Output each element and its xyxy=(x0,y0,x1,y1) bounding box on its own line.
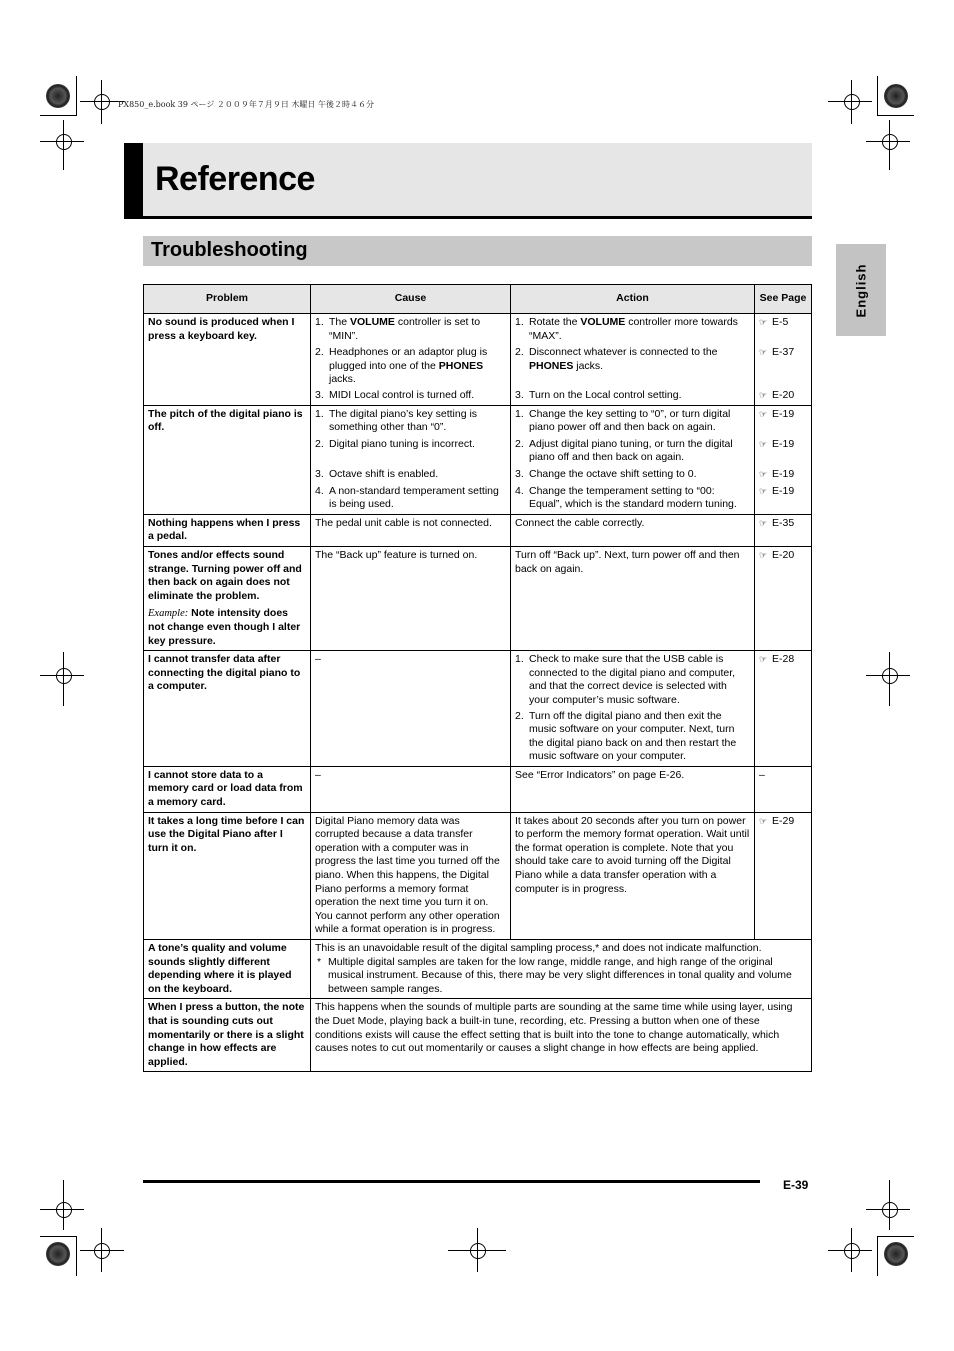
crop-mark xyxy=(40,115,77,116)
action-cell xyxy=(511,314,755,406)
registration-disc-icon xyxy=(884,1242,908,1266)
page-reference-icon: ☞ xyxy=(759,408,768,419)
language-tab-label-wrap xyxy=(836,244,886,336)
cause-item: 1. The digital piano’s key setting is something other than “0”. xyxy=(315,407,478,434)
page-reference: E-5 xyxy=(772,316,789,328)
action-item: 1. Rotate the VOLUME controller more towards “MAX”. xyxy=(515,316,738,342)
page-reference-icon: ☞ xyxy=(759,468,768,479)
action-item: 2. Adjust digital piano tuning, or turn the digital piano off and then back on again. xyxy=(515,437,733,464)
section-title: Troubleshooting xyxy=(151,239,308,261)
cause-item: 3. Octave shift is enabled. xyxy=(315,467,439,480)
crop-mark xyxy=(851,1228,852,1272)
column-header-problem: Problem xyxy=(144,285,311,314)
crop-mark xyxy=(76,1236,77,1276)
cause-item: 4. A non-standard temperament setting is being used. xyxy=(315,484,499,511)
table-row xyxy=(144,766,812,812)
problem-cell: A tone’s quality and volume sounds slightly different depending where it is played on the keyboard. xyxy=(144,940,311,999)
action-cell xyxy=(511,405,755,514)
cause-item: 3. MIDI Local control is turned off. xyxy=(315,389,475,401)
registration-target-icon xyxy=(94,94,110,110)
page-reference: E-37 xyxy=(772,346,795,358)
see-page-cell: – xyxy=(755,766,812,812)
crop-mark xyxy=(40,1209,84,1210)
action-item: 4. Change the temperament setting to “00: Equal”, which is the standard modern tuning. xyxy=(515,484,737,511)
registration-disc-icon xyxy=(46,84,70,108)
page-reference: E-28 xyxy=(772,653,795,666)
page-reference: E-19 xyxy=(772,407,795,420)
see-page-cell xyxy=(755,812,812,939)
note-cell: This happens when the sounds of multiple parts are sounding at the same time while using layer, using the Duet Mode, playing back a built-in tune, recording, etc. Pressing a button when one of these conditions exists will cause the effect setting that is built into the tone to change automatically, which causes notes to cut out momentarily or causes a slight change in how effects are being applied. xyxy=(311,999,812,1072)
crop-mark xyxy=(866,1209,910,1210)
footer-rule xyxy=(143,1180,760,1183)
registration-target-icon xyxy=(882,668,898,684)
crop-mark xyxy=(889,652,890,706)
action-item: 3. Turn on the Local control setting. xyxy=(515,389,682,401)
table-row xyxy=(144,651,812,767)
cause-cell xyxy=(311,405,511,514)
table-row xyxy=(144,314,812,406)
cause-cell: – xyxy=(311,766,511,812)
registration-disc-icon xyxy=(46,1242,70,1266)
registration-target-icon xyxy=(56,668,72,684)
page-reference-icon: ☞ xyxy=(759,438,768,449)
crop-mark xyxy=(63,120,64,170)
registration-target-icon xyxy=(56,1202,72,1218)
crop-mark xyxy=(828,1250,872,1251)
registration-disc-icon xyxy=(884,84,908,108)
see-page-cell xyxy=(755,514,812,546)
page-reference-icon: ☞ xyxy=(759,549,768,560)
crop-mark xyxy=(40,675,84,676)
crop-mark xyxy=(63,652,64,706)
problem-cell: The pitch of the digital piano is off. xyxy=(144,405,311,514)
crop-mark xyxy=(40,141,84,142)
column-header-cause: Cause xyxy=(311,285,511,314)
page-reference: E-29 xyxy=(772,814,795,827)
cause-cell: – xyxy=(311,651,511,767)
registration-target-icon xyxy=(94,1243,110,1259)
registration-target-icon xyxy=(470,1243,486,1259)
problem-cell: Tones and/or effects sound strange. Turning power off and then back on again does not eliminate the problem. Example: Note intensity does not change even though I alter key pressure. xyxy=(144,546,311,650)
table-row xyxy=(144,514,812,546)
crop-mark xyxy=(40,1236,77,1237)
crop-mark xyxy=(851,80,852,124)
column-header-action: Action xyxy=(511,285,755,314)
page-reference: E-19 xyxy=(772,467,795,480)
crop-mark xyxy=(80,1250,124,1251)
title-accent-bar xyxy=(124,143,143,217)
note-cell xyxy=(311,940,812,999)
registration-target-icon xyxy=(844,94,860,110)
page-reference-icon: ☞ xyxy=(759,654,768,665)
cause-item: 1. The VOLUME controller is set to “MIN”. xyxy=(315,316,481,342)
see-page-cell xyxy=(755,546,812,650)
action-cell: It takes about 20 seconds after you turn on power to perform the memory format operation. Wait until the format operation is complete. Note that you should take care to avoid turning off the Digital Piano while a data transfer operation with a computer is in progress. xyxy=(511,812,755,939)
title-rule xyxy=(124,216,812,219)
action-item: 2. Disconnect whatever is connected to the PHONES jacks. xyxy=(515,346,718,372)
print-info-line: PX850_e.book 39 ページ ２００９年７月９日 木曜日 午後２時４６分 xyxy=(118,100,374,109)
example-label: Example: xyxy=(148,608,189,620)
crop-mark xyxy=(877,76,878,116)
page-reference: E-20 xyxy=(772,548,795,561)
action-item: 1. Check to make sure that the USB cable is connected to the digital piano and computer, and that the correct device is selected with your computer’s music software. xyxy=(515,653,736,706)
crop-mark xyxy=(889,120,890,170)
see-page-cell xyxy=(755,405,812,514)
page-reference: E-35 xyxy=(772,516,795,529)
crop-mark xyxy=(76,76,77,116)
crop-mark xyxy=(63,1180,64,1230)
column-header-see-page: See Page xyxy=(755,285,812,314)
action-cell xyxy=(511,651,755,767)
cause-cell xyxy=(311,314,511,406)
problem-cell: I cannot store data to a memory card or load data from a memory card. xyxy=(144,766,311,812)
registration-target-icon xyxy=(882,1202,898,1218)
troubleshooting-table xyxy=(143,284,812,1072)
language-tab-label: English xyxy=(853,263,869,317)
cause-cell: Digital Piano memory data was corrupted because a data transfer operation with a computer was in progress the last time you turned off the piano. When this happens, the Digital Piano performs a memory format operation the next time you turn it on. You cannot perform any other operation while a format operation is in progress. xyxy=(311,812,511,939)
crop-mark xyxy=(101,1228,102,1272)
cause-item: 2. Digital piano tuning is incorrect. xyxy=(315,437,475,450)
note-text: This is an unavoidable result of the digital sampling process,* and does not indicate malfunction. xyxy=(315,942,762,954)
action-item: 3. Change the octave shift setting to 0. xyxy=(515,467,697,480)
problem-cell: No sound is produced when I press a keyboard key. xyxy=(144,314,311,406)
crop-mark xyxy=(889,1180,890,1230)
cause-item: 2. Headphones or an adaptor plug is plugged into one of the PHONES jacks. xyxy=(315,346,488,386)
action-item: 2. Turn off the digital piano and then exit the music software on your computer. Next, turn the digital piano back on and then restart the music software on your computer. xyxy=(515,709,737,763)
page-number: E-39 xyxy=(783,1178,809,1192)
cause-cell: The “Back up” feature is turned on. xyxy=(311,546,511,650)
see-page-cell xyxy=(755,651,812,767)
problem-cell: I cannot transfer data after connecting the digital piano to a computer. xyxy=(144,651,311,767)
crop-mark xyxy=(101,80,102,124)
action-cell: See “Error Indicators” on page E-26. xyxy=(511,766,755,812)
page-reference-icon: ☞ xyxy=(759,347,768,357)
table-row xyxy=(144,812,812,939)
crop-mark xyxy=(477,1228,478,1272)
table-header-row xyxy=(144,285,812,314)
page-reference-icon: ☞ xyxy=(759,485,768,496)
problem-cell: It takes a long time before I can use the Digital Piano after I turn it on. xyxy=(144,812,311,939)
table-row xyxy=(144,999,812,1072)
crop-mark xyxy=(866,675,910,676)
action-item: 1. Change the key setting to “0”, or turn digital piano power off and then back on again. xyxy=(515,407,731,434)
crop-mark xyxy=(877,1236,878,1276)
crop-mark xyxy=(866,141,910,142)
example-text: Note intensity does not change even though I alter key pressure. xyxy=(148,607,301,647)
page-reference-icon: ☞ xyxy=(759,317,768,327)
page-reference: E-19 xyxy=(772,437,795,450)
crop-mark xyxy=(828,101,872,102)
action-cell: Turn off “Back up”. Next, turn power off and then back on again. xyxy=(511,546,755,650)
problem-cell: Nothing happens when I press a pedal. xyxy=(144,514,311,546)
page-reference: E-19 xyxy=(772,484,795,497)
table-row xyxy=(144,405,812,514)
crop-mark xyxy=(877,1236,914,1237)
footnote: * Multiple digital samples are taken for the low range, middle range, and high range of the original musical instrument. Because of this, there may be very slight differences in tonal quality and volume between sample ranges. xyxy=(317,955,792,995)
page-title: Reference xyxy=(155,160,315,198)
table-row xyxy=(144,546,812,650)
registration-target-icon xyxy=(882,134,898,150)
see-page-cell xyxy=(755,314,812,406)
registration-target-icon xyxy=(56,134,72,150)
page-reference-icon: ☞ xyxy=(759,390,768,400)
registration-target-icon xyxy=(844,1243,860,1259)
page-reference: E-20 xyxy=(772,389,795,401)
page-reference-icon: ☞ xyxy=(759,815,768,826)
table-row xyxy=(144,940,812,999)
action-cell: Connect the cable correctly. xyxy=(511,514,755,546)
crop-mark xyxy=(877,115,914,116)
page-reference-icon: ☞ xyxy=(759,517,768,528)
cause-cell: The pedal unit cable is not connected. xyxy=(311,514,511,546)
problem-cell: When I press a button, the note that is sounding cuts out momentarily or there is a slight change in how effects are applied. xyxy=(144,999,311,1072)
